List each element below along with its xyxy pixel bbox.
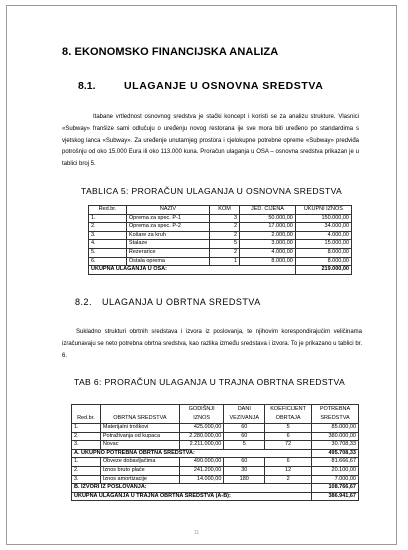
table-cell: 2 (210, 248, 240, 257)
table-cell: 180 (224, 475, 265, 484)
table-cell: 4.000,00 (295, 231, 351, 240)
table6-subtotal-a-row (72, 449, 359, 458)
table-cell: 85.000,00 (312, 424, 359, 433)
table5-header-row (89, 206, 352, 215)
table-cell: 3 (210, 214, 240, 223)
table-cell: 2 (210, 231, 240, 240)
table-cell: 12 (265, 466, 312, 475)
section-heading-8-1 (78, 80, 324, 92)
table-row (72, 475, 359, 484)
table-cell: 3. (89, 231, 127, 240)
table5-total-label: UKUPNA ULAGANJA U OSA: (89, 266, 296, 275)
table-cell: 6 (265, 432, 312, 441)
table-cell: 150.000,00 (295, 214, 351, 223)
table-cell: 8.000,00 (295, 257, 351, 266)
table-cell: 2. (72, 466, 101, 475)
table-cell: Ostala oprema (126, 257, 209, 266)
table6-header-row-top (72, 405, 359, 415)
table-cell: 5. (89, 248, 127, 257)
table6-header-cell (100, 405, 179, 415)
table5-total-row (89, 266, 352, 275)
table-cell: 1. (72, 424, 101, 433)
table-cell: 1. (72, 458, 101, 467)
table-cell: 34.000,00 (295, 223, 351, 232)
table6-header-cell: OBRTAJA (265, 414, 312, 424)
table-cell: 490.000,00 (179, 458, 223, 467)
table-cell: 5 (265, 424, 312, 433)
section-heading-8-2 (75, 297, 261, 307)
table-cell: Potraživanja od kupaca (100, 432, 179, 441)
table-cell: 2.280.000,00 (179, 432, 223, 441)
table-cell: 3.000,00 (240, 240, 296, 249)
table6-header-cell: OBRTNA SREDSTVA (100, 414, 179, 424)
table6-total-value: 386.941,67 (312, 492, 359, 501)
table-cell: 8.000,00 (295, 248, 351, 257)
table5-header-cell: UKUPNI IZNOS (295, 206, 351, 215)
table-cell: 425.000,00 (179, 424, 223, 433)
table6 (71, 404, 359, 501)
table-row (89, 240, 352, 249)
table-cell: 5 (210, 240, 240, 249)
table-cell: 8.000,00 (240, 257, 296, 266)
table-cell: 241.200,00 (179, 466, 223, 475)
table-cell: 4.000,00 (240, 248, 296, 257)
table-cell: 17.000,00 (240, 223, 296, 232)
table-cell: 6. (89, 257, 127, 266)
table6-header-cell: GODIŠNJI (179, 405, 223, 415)
table6-header-row-bottom (72, 414, 359, 424)
section-title: ULAGANJA U OBRTNA SREDSTVA (102, 297, 261, 307)
table-cell: 60 (224, 432, 265, 441)
section-title: ULAGANJE U OSNOVNA SREDSTVA (124, 80, 324, 92)
table6-total-row (72, 492, 359, 501)
table6-subtotal-a-value: 495.708,33 (312, 449, 359, 458)
table-cell: 72 (265, 441, 312, 450)
table-row (72, 424, 359, 433)
table-row (89, 231, 352, 240)
table-cell: Obveze dobavljačima (100, 458, 179, 467)
table-cell: 30 (224, 466, 265, 475)
table-cell: Košare za kruh (126, 231, 209, 240)
table-cell: 60 (224, 458, 265, 467)
table5-header-cell: JED. CIJENA (240, 206, 296, 215)
table5-header-cell: NAZIV (126, 206, 209, 215)
table-cell: 50.000,00 (240, 214, 296, 223)
table-cell: 3. (72, 441, 101, 450)
table-cell: 20.100,00 (312, 466, 359, 475)
table-row (89, 248, 352, 257)
table5 (88, 205, 352, 275)
table-cell: 14.000,00 (179, 475, 223, 484)
table6-header-cell (72, 405, 101, 415)
table6-header-cell: POTREBNA (312, 405, 359, 415)
table-row (89, 214, 352, 223)
table6-subtotal-b-row (72, 484, 359, 493)
table-cell: 15.000,00 (295, 240, 351, 249)
table-cell: 2. (89, 223, 127, 232)
table-cell: 7.000,00 (312, 475, 359, 484)
table-cell: 4. (89, 240, 127, 249)
table-row (89, 257, 352, 266)
table6-header-cell: Red.br. (72, 414, 101, 424)
table6-subtotal-a-label: A. UKUPNO POTREBNA OBRTNA SREDSTVA: (72, 449, 312, 458)
table-cell: 2.211.000,00 (179, 441, 223, 450)
table-cell: 2 (265, 475, 312, 484)
section-number: 8.2. (75, 297, 93, 307)
table-cell: 60 (224, 424, 265, 433)
chapter-heading: 8. EKONOMSKO FINANCIJSKA ANALIZA (62, 46, 279, 58)
table5-header-cell: Red.br. (89, 206, 127, 215)
table-cell: Stalaze (126, 240, 209, 249)
table6-subtotal-b-value: 108.766,67 (312, 484, 359, 493)
table-row (72, 441, 359, 450)
table-cell: Novac (100, 441, 179, 450)
table-row (72, 458, 359, 467)
table-cell: 1 (210, 257, 240, 266)
table5-total-value: 219.000,00 (295, 266, 351, 275)
table-cell: 30.708,33 (312, 441, 359, 450)
table-cell: Oprema za spec. P-2 (126, 223, 209, 232)
table6-subtotal-b-label: B. IZVORI IZ POSLOVANJA: (72, 484, 312, 493)
table-cell: Oprema za spec. P-1 (126, 214, 209, 223)
paragraph-obrtna-sredstva: Sukladno strukturi obrtnih sredstava i izvora iz poslovanja, te njihovim korespondirajućim veličinama izračunavaju se neto potrebna obrtna sredstva, kao razlika između sredstava i izvora. To je prikazano u tablici br. 6. (62, 329, 362, 359)
table-cell: 380.000,00 (312, 432, 359, 441)
table-cell: 3. (72, 475, 101, 484)
section-number: 8.1. (78, 80, 96, 92)
table-row (72, 432, 359, 441)
table6-header-cell: VEZIVANJA (224, 414, 265, 424)
table-cell: 2. (72, 432, 101, 441)
table-cell: Iznos bruto plaće (100, 466, 179, 475)
table-cell: 2.000,00 (240, 231, 296, 240)
page-number: 11 (194, 530, 200, 536)
table-cell: 2 (210, 223, 240, 232)
table-cell: Rezerarice (126, 248, 209, 257)
table-cell: 1. (89, 214, 127, 223)
table6-header-cell: DANI (224, 405, 265, 415)
table6-header-cell: IZNOS (179, 414, 223, 424)
table-cell: 81.666,67 (312, 458, 359, 467)
table-cell: 6 (265, 458, 312, 467)
table5-header-cell: KOM (210, 206, 240, 215)
paragraph-osnovna-sredstva: Itabane vrtlednost osnovnog sredstva je stački koncept i koristi se za analizu strukture. Vlasnici «Subway» franšize sami odlučuju o uređenju novog restorana ije sve mora biti uređeno po standardima s vjetskog lanca «Subway». Za uređenje unutarnjeg prostora i cjelokupne potrebne opreme «Subway» predviđa potrošnju od oko 15.000 Eura ili oko 113.000 kuna. Proračun ulaganja u OSA – osnovna sredstva prikazan je u tablici broj 5. (62, 114, 359, 168)
table-cell: 5 (224, 441, 265, 450)
table6-total-label: UKUPNA ULAGANJA U TRAJNA OBRTNA SREDSTVA (A-B): (72, 492, 312, 501)
table6-header-cell: KOEFICIJENT (265, 405, 312, 415)
table5-caption: TABLICA 5: PRORAČUN ULAGANJA U OSNOVNA SREDSTVA (81, 186, 343, 196)
table-row (89, 223, 352, 232)
table6-header-cell: SREDSTVA (312, 414, 359, 424)
table6-caption: TAB 6: PRORAČUN ULAGANJA U TRAJNA OBRTNA SREDSTVA (74, 377, 346, 387)
table-cell: Materijalni troškovi (100, 424, 179, 433)
table-cell: Iznos amortizacije (100, 475, 179, 484)
table-row (72, 466, 359, 475)
